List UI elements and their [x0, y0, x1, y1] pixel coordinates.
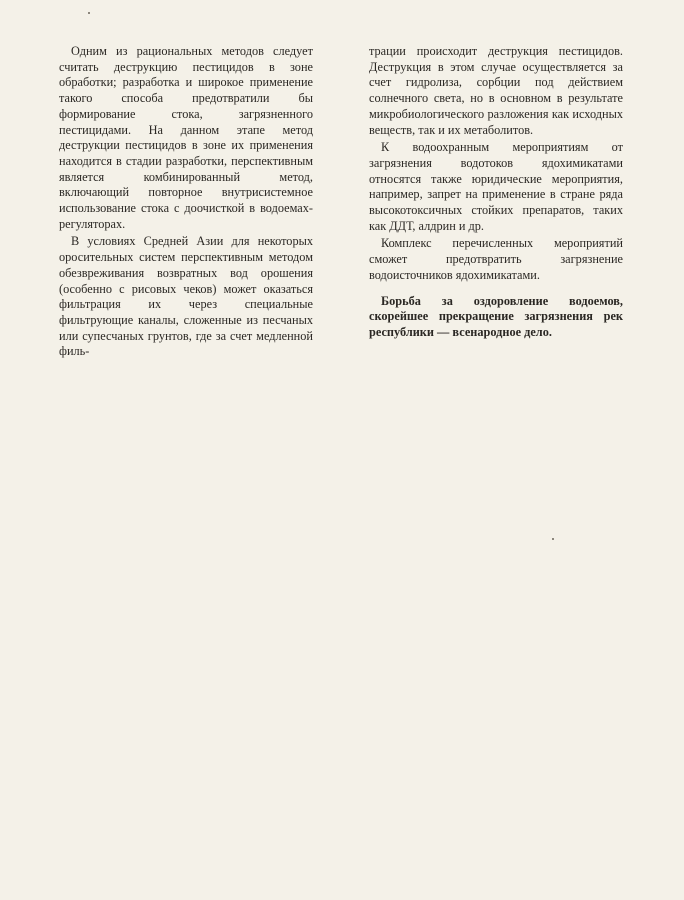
paragraph-central-asia: В условиях Средней Азии для некоторых оросительных систем перспективным методом обезвреживания возвратных вод орошения (особенно с рисовых чеков) может оказаться фильтрация их через специальные фильтрующие каналы, сложенные из песчаных или супесчаных грунтов, где за счет медленной филь-: [59, 234, 313, 359]
paragraph-conclusion: Борьба за оздоровление водоемов, скорейшее прекращение загрязнения рек республики — всенародное дело.: [369, 293, 623, 339]
right-text-column: [369, 44, 623, 343]
paragraph-rational-methods: Одним из рациональных методов следует считать деструкцию пестицидов в зоне обработки; разработка и широкое применение такого способа предотвратили бы формирование стока, загрязненного пестицидами. На данном этапе метод деструкции пестицидов в зоне их применения находится в стадии разработки, перспективным является комбинированный метод, включающий повторное внутрисистемное использование стока с доочисткой в водоемах-регуляторах.: [59, 44, 313, 231]
left-text-column: [59, 44, 313, 362]
paper-speck: [88, 12, 90, 14]
paragraph-complex-measures: Комплекс перечисленных мероприятий сможет предотвратить загрязнение водоисточников ядохимикатами.: [369, 236, 623, 282]
paper-speck: [552, 538, 554, 540]
paragraph-legal-measures: К водоохранным мероприятиям от загрязнения водотоков ядохимикатами относятся также юридические мероприятия, например, запрет на применение в стране ряда высокотоксичных стойких препаратов, таких как ДДТ, алдрин и др.: [369, 140, 623, 233]
paragraph-filtration-continued: трации происходит деструкция пестицидов. Деструкция в этом случае осуществляется за счет гидролиза, сорбции под действием солнечного света, но в основном в результате микробиологического разложения как исходных веществ, так и их метаболитов.: [369, 44, 623, 137]
